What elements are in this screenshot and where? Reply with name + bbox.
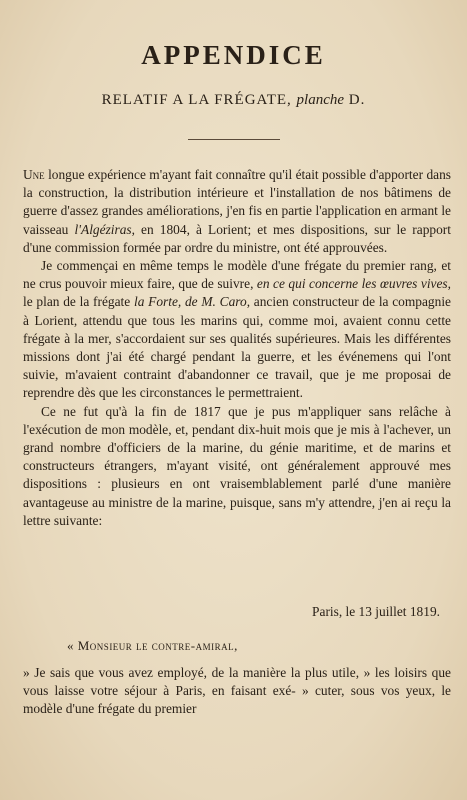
paragraph-2-a: Je commençai en même temps le modèle d'une frégate du premier rang, et ne crus pouvoir mieux faire, que de suivre, [23, 258, 451, 292]
page-title: APPENDICE [141, 40, 326, 70]
subtitle-italic: planche [296, 92, 345, 108]
letter-salutation: « Monsieur le contre-amiral, [67, 638, 238, 653]
drop-cap-word: Une [23, 167, 45, 182]
paragraph-2-italic-a: en ce qui concerne les œuvres vives [256, 276, 448, 292]
paragraph-2-italic-b: la Forte, de M. Caro [133, 294, 247, 310]
letter-date: Paris, le 13 juillet 1819. [312, 604, 440, 619]
paragraph-2-b: , le plan de la frégate [23, 276, 451, 310]
subtitle-main: RELATIF A LA FRÉGATE, [101, 92, 292, 108]
paragraph-1 [23, 166, 451, 257]
letter-body [23, 664, 451, 719]
paragraph-1-text: longue expérience m'ayant fait connaître qu'il était possible d'apporter dans la construction, la distribution intérieure et l'installation de nos bâtimens de guerre d'assez grandes améliorations, j'en fis en partie l'application en armant le vaisseau [23, 167, 451, 237]
letter-text: » Je sais que vous avez employé, de la manière la plus utile, » les loisirs que vous laisse votre séjour à Paris, en faisant exé- » cuter, sous vos yeux, le modèle d'une frégate du premier [23, 665, 451, 717]
subtitle-end: D. [348, 92, 366, 108]
body-text [23, 166, 451, 530]
page-subtitle [0, 92, 467, 109]
ship-name: l'Algéziras [74, 221, 132, 237]
paragraph-3: Ce ne fut qu'à la fin de 1817 que je pus m'appliquer sans relâche à l'exécution de mon modèle, et, pendant dix-huit mois que je mis à l'achever, un grand nombre d'officiers de la marine, du génie maritime, et de marins et constructeurs étrangers, m'ayant visité, ont généralement approuvé mes dispositions : plusieurs en ont vraisemblablement parlé d'une manière avantageuse au ministre de la marine, puisque, sans m'y attendre, j'en ai reçu la lettre suivante: [23, 403, 451, 528]
paragraph-2-c: , ancien constructeur de la compagnie à Lorient, attendu que tous les marins qui, comme moi, avaient connu cette frégate à la mer, s'accordaient sur ses qualités supérieures. Mais les différentes missions dont j'ai été chargé pendant la guerre, et les événemens qui l'ont suivie, m'avaient contraint d'abandonner ce travail, que je me proposai de reprendre dès que les circonstances le permettraient. [23, 294, 451, 401]
paragraph-1-end: , en 1804, à Lorient; et mes dispositions, sur le rapport d'une commission formée par ordre du ministre, ont été approuvées. [23, 221, 451, 255]
paragraph-2 [23, 257, 451, 403]
title-rule [188, 139, 280, 140]
